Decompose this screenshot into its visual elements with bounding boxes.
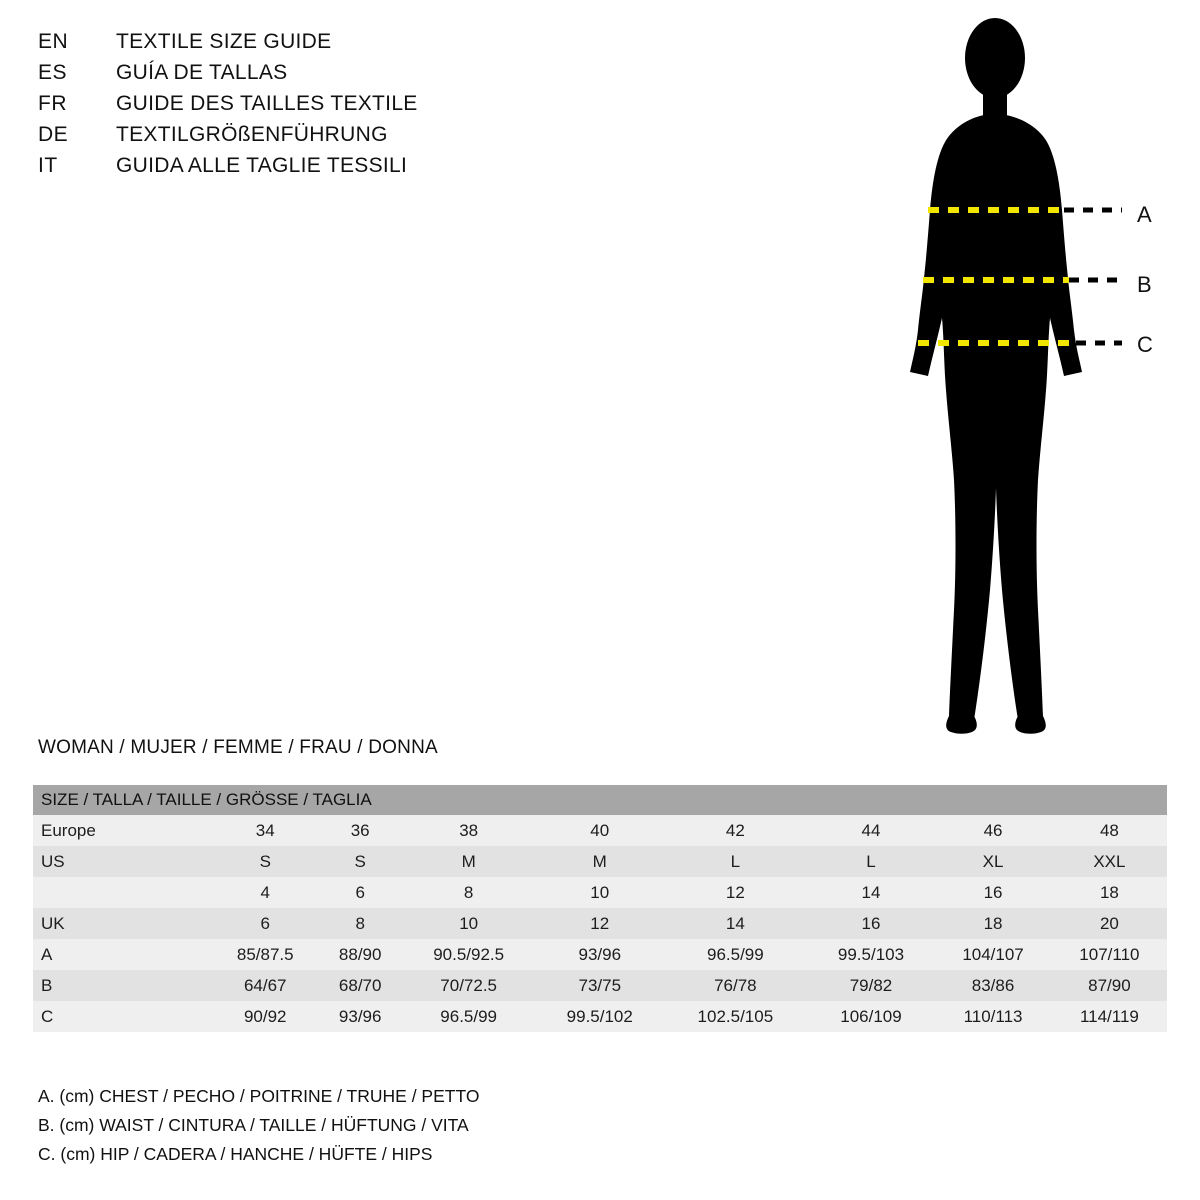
table-cell: 16 xyxy=(808,908,935,939)
section-heading: WOMAN / MUJER / FEMME / FRAU / DONNA xyxy=(38,737,438,758)
table-cell: 34 xyxy=(211,815,320,846)
table-cell: 104/107 xyxy=(934,939,1052,970)
table-cell: 8 xyxy=(320,908,401,939)
table-cell: 38 xyxy=(401,815,537,846)
table-cell: 93/96 xyxy=(536,939,663,970)
table-cell: 85/87.5 xyxy=(211,939,320,970)
table-cell: 48 xyxy=(1052,815,1167,846)
table-row xyxy=(33,970,1167,1001)
table-cell: 14 xyxy=(808,877,935,908)
table-cell: M xyxy=(536,846,663,877)
footnote-a: A. (cm) CHEST / PECHO / POITRINE / TRUHE / PETTO xyxy=(38,1086,480,1106)
table-cell: 107/110 xyxy=(1052,939,1167,970)
table-cell: 10 xyxy=(536,877,663,908)
table-cell: 96.5/99 xyxy=(663,939,808,970)
table-cell: XL xyxy=(934,846,1052,877)
table-cell: S xyxy=(211,846,320,877)
table-cell: 79/82 xyxy=(808,970,935,1001)
table-cell: 64/67 xyxy=(211,970,320,1001)
title-row xyxy=(38,123,678,154)
table-header-row xyxy=(33,785,1167,815)
table-cell: 99.5/103 xyxy=(808,939,935,970)
title-text: GUÍA DE TALLAS xyxy=(116,61,288,84)
table-cell: 10 xyxy=(401,908,537,939)
title-row xyxy=(38,154,678,185)
table-cell: 83/86 xyxy=(934,970,1052,1001)
table-row xyxy=(33,815,1167,846)
title-row xyxy=(38,30,678,61)
measure-label-b: B xyxy=(1137,272,1152,297)
table-cell: 44 xyxy=(808,815,935,846)
table-cell: 18 xyxy=(934,908,1052,939)
row-label: UK xyxy=(33,908,211,939)
title-row xyxy=(38,61,678,92)
table-header-label: SIZE / TALLA / TAILLE / GRÖSSE / TAGLIA xyxy=(33,785,1167,815)
table-row xyxy=(33,877,1167,908)
footnotes xyxy=(38,1088,738,1175)
title-lang-code: EN xyxy=(38,30,69,53)
table-row xyxy=(33,1001,1167,1032)
table-cell: 93/96 xyxy=(320,1001,401,1032)
table-row xyxy=(33,939,1167,970)
female-silhouette-icon xyxy=(850,10,1190,740)
footnote-b: B. (cm) WAIST / CINTURA / TAILLE / HÜFTUNG / VITA xyxy=(38,1115,469,1135)
row-label: Europe xyxy=(33,815,211,846)
table-cell: 6 xyxy=(320,877,401,908)
table-cell: 114/119 xyxy=(1052,1001,1167,1032)
table-cell: 76/78 xyxy=(663,970,808,1001)
table-cell: 4 xyxy=(211,877,320,908)
row-label: US xyxy=(33,846,211,877)
title-text: TEXTILE SIZE GUIDE xyxy=(116,30,332,53)
table-cell: 88/90 xyxy=(320,939,401,970)
title-lang-code: DE xyxy=(38,123,69,146)
table-cell: 12 xyxy=(536,908,663,939)
table-cell: 8 xyxy=(401,877,537,908)
table-cell: 46 xyxy=(934,815,1052,846)
row-label: A xyxy=(33,939,211,970)
table-cell: 99.5/102 xyxy=(536,1001,663,1032)
row-label: C xyxy=(33,1001,211,1032)
table-cell: 90.5/92.5 xyxy=(401,939,537,970)
figure-area xyxy=(850,10,1190,740)
title-lang-code: ES xyxy=(38,61,68,84)
row-label xyxy=(33,877,211,908)
table-cell: 73/75 xyxy=(536,970,663,1001)
table-cell: 70/72.5 xyxy=(401,970,537,1001)
table-cell: XXL xyxy=(1052,846,1167,877)
table-cell: L xyxy=(808,846,935,877)
table-cell: 14 xyxy=(663,908,808,939)
table-cell: 102.5/105 xyxy=(663,1001,808,1032)
table-cell: 12 xyxy=(663,877,808,908)
table-cell: S xyxy=(320,846,401,877)
table-cell: 40 xyxy=(536,815,663,846)
table-cell: M xyxy=(401,846,537,877)
table-cell: 87/90 xyxy=(1052,970,1167,1001)
table-cell: L xyxy=(663,846,808,877)
table-cell: 42 xyxy=(663,815,808,846)
title-block xyxy=(38,30,678,185)
footnote-c: C. (cm) HIP / CADERA / HANCHE / HÜFTE / HIPS xyxy=(38,1144,433,1164)
table-cell: 68/70 xyxy=(320,970,401,1001)
table-cell: 16 xyxy=(934,877,1052,908)
title-text: TEXTILGRÖßENFÜHRUNG xyxy=(116,123,388,146)
table-cell: 36 xyxy=(320,815,401,846)
table-row xyxy=(33,908,1167,939)
table-row xyxy=(33,846,1167,877)
title-text: GUIDE DES TAILLES TEXTILE xyxy=(116,92,418,115)
table-cell: 90/92 xyxy=(211,1001,320,1032)
measure-label-a: A xyxy=(1137,202,1152,227)
title-row xyxy=(38,92,678,123)
table-cell: 110/113 xyxy=(934,1001,1052,1032)
table-cell: 18 xyxy=(1052,877,1167,908)
title-lang-code: IT xyxy=(38,154,58,177)
size-table xyxy=(33,785,1167,1032)
title-lang-code: FR xyxy=(38,92,67,115)
row-label: B xyxy=(33,970,211,1001)
table-cell: 96.5/99 xyxy=(401,1001,537,1032)
measure-label-c: C xyxy=(1137,332,1153,357)
table-cell: 20 xyxy=(1052,908,1167,939)
table-cell: 6 xyxy=(211,908,320,939)
title-text: GUIDA ALLE TAGLIE TESSILI xyxy=(116,154,408,177)
table-cell: 106/109 xyxy=(808,1001,935,1032)
